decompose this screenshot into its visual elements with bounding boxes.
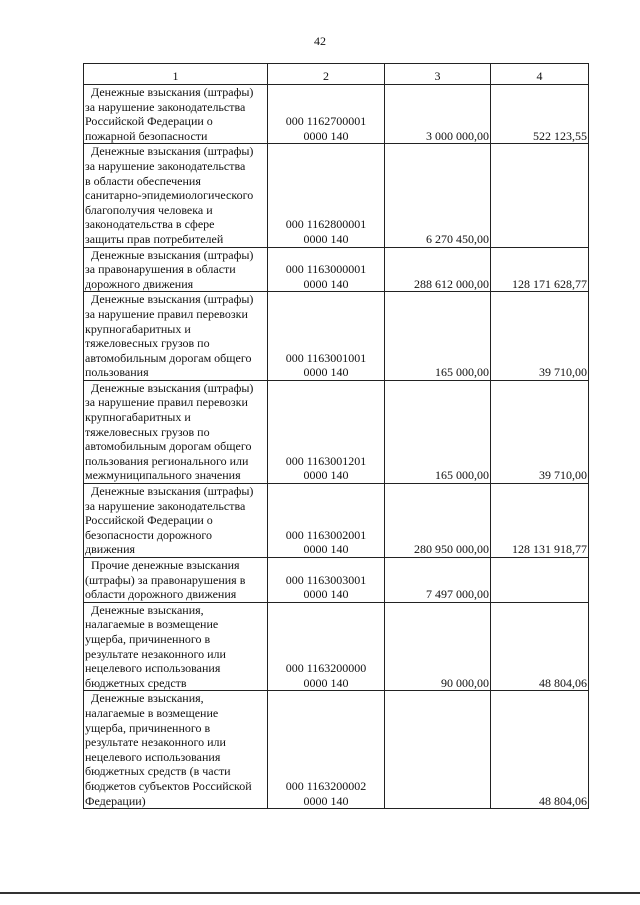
revenue-name: Денежные взыскания, налагаемые в возмещение ущерба, причиненного в результате незаконного или нецелевого использования бюджетных средств [85, 602, 226, 690]
budget-code: 000 1163002001 0000 140 [268, 484, 385, 558]
executed-amount: 39 710,00 [491, 292, 589, 381]
revenue-name: Денежные взыскания, налагаемые в возмещение ущерба, причиненного в результате незаконного или нецелевого использования бюджетных средств (в части бюджетов субъектов Российской Федерации) [85, 691, 252, 808]
revenue-name: Денежные взыскания (штрафы) за правонарушения в области дорожного движения [85, 247, 254, 291]
planned-amount: 280 950 000,00 [385, 484, 491, 558]
revenue-name: Денежные взыскания (штрафы) за нарушение правил перевозки крупногабаритных и тяжеловесных грузов по автомобильным дорогам общего пользования регионального или межмуниципального значения [85, 380, 254, 483]
header-col-2: 2 [268, 64, 385, 85]
revenue-name: Денежные взыскания (штрафы) за нарушение законодательства Российской Федерации о безопасности дорожного движения [85, 484, 254, 557]
budget-code: 000 1162800001 0000 140 [268, 144, 385, 247]
table-row [84, 247, 589, 292]
planned-amount: 6 270 450,00 [385, 144, 491, 247]
revenue-name-cell [84, 85, 268, 144]
table-row [84, 144, 589, 247]
executed-amount: 128 131 918,77 [491, 484, 589, 558]
executed-amount: 48 804,06 [491, 602, 589, 691]
table-row [84, 558, 589, 603]
table-row [84, 380, 589, 483]
table-row [84, 85, 589, 144]
executed-amount: 128 171 628,77 [491, 247, 589, 292]
revenue-name: Прочие денежные взыскания (штрафы) за правонарушения в области дорожного движения [85, 558, 246, 602]
revenue-name-cell [84, 292, 268, 381]
budget-code: 000 1163200002 0000 140 [268, 691, 385, 809]
revenue-table [83, 63, 589, 809]
table-row [84, 292, 589, 381]
revenue-name-cell [84, 558, 268, 603]
planned-amount: 288 612 000,00 [385, 247, 491, 292]
revenue-name-cell [84, 484, 268, 558]
page-bottom-edge [0, 892, 640, 894]
header-col-1: 1 [84, 64, 268, 85]
header-row [84, 64, 589, 85]
revenue-name: Денежные взыскания (штрафы) за нарушение законодательства Российской Федерации о пожарной безопасности [85, 85, 254, 143]
planned-amount: 7 497 000,00 [385, 558, 491, 603]
budget-code: 000 1163001201 0000 140 [268, 380, 385, 483]
budget-code: 000 1163001001 0000 140 [268, 292, 385, 381]
revenue-name: Денежные взыскания (штрафы) за нарушение законодательства в области обеспечения санитарно-эпидемиологического благополучия человека и законодательства в сфере защиты прав потребителей [85, 144, 254, 246]
executed-amount [491, 144, 589, 247]
planned-amount: 165 000,00 [385, 292, 491, 381]
page-number: 42 [314, 34, 326, 48]
executed-amount: 48 804,06 [491, 691, 589, 809]
planned-amount: 165 000,00 [385, 380, 491, 483]
planned-amount: 3 000 000,00 [385, 85, 491, 144]
budget-code: 000 1163000001 0000 140 [268, 247, 385, 292]
revenue-name-cell [84, 144, 268, 247]
table-row [84, 602, 589, 691]
budget-code: 000 1163003001 0000 140 [268, 558, 385, 603]
revenue-name-cell [84, 247, 268, 292]
revenue-name-cell [84, 691, 268, 809]
revenue-name-cell [84, 380, 268, 483]
revenue-name-cell [84, 602, 268, 691]
header-col-3: 3 [385, 64, 491, 85]
executed-amount [491, 558, 589, 603]
table-row [84, 691, 589, 809]
planned-amount [385, 691, 491, 809]
planned-amount: 90 000,00 [385, 602, 491, 691]
executed-amount: 522 123,55 [491, 85, 589, 144]
budget-code: 000 1163200000 0000 140 [268, 602, 385, 691]
header-col-4: 4 [491, 64, 589, 85]
table-row [84, 484, 589, 558]
revenue-name: Денежные взыскания (штрафы) за нарушение правил перевозки крупногабаритных и тяжеловесных грузов по автомобильным дорогам общего пользования [85, 292, 254, 380]
executed-amount: 39 710,00 [491, 380, 589, 483]
budget-code: 000 1162700001 0000 140 [268, 85, 385, 144]
